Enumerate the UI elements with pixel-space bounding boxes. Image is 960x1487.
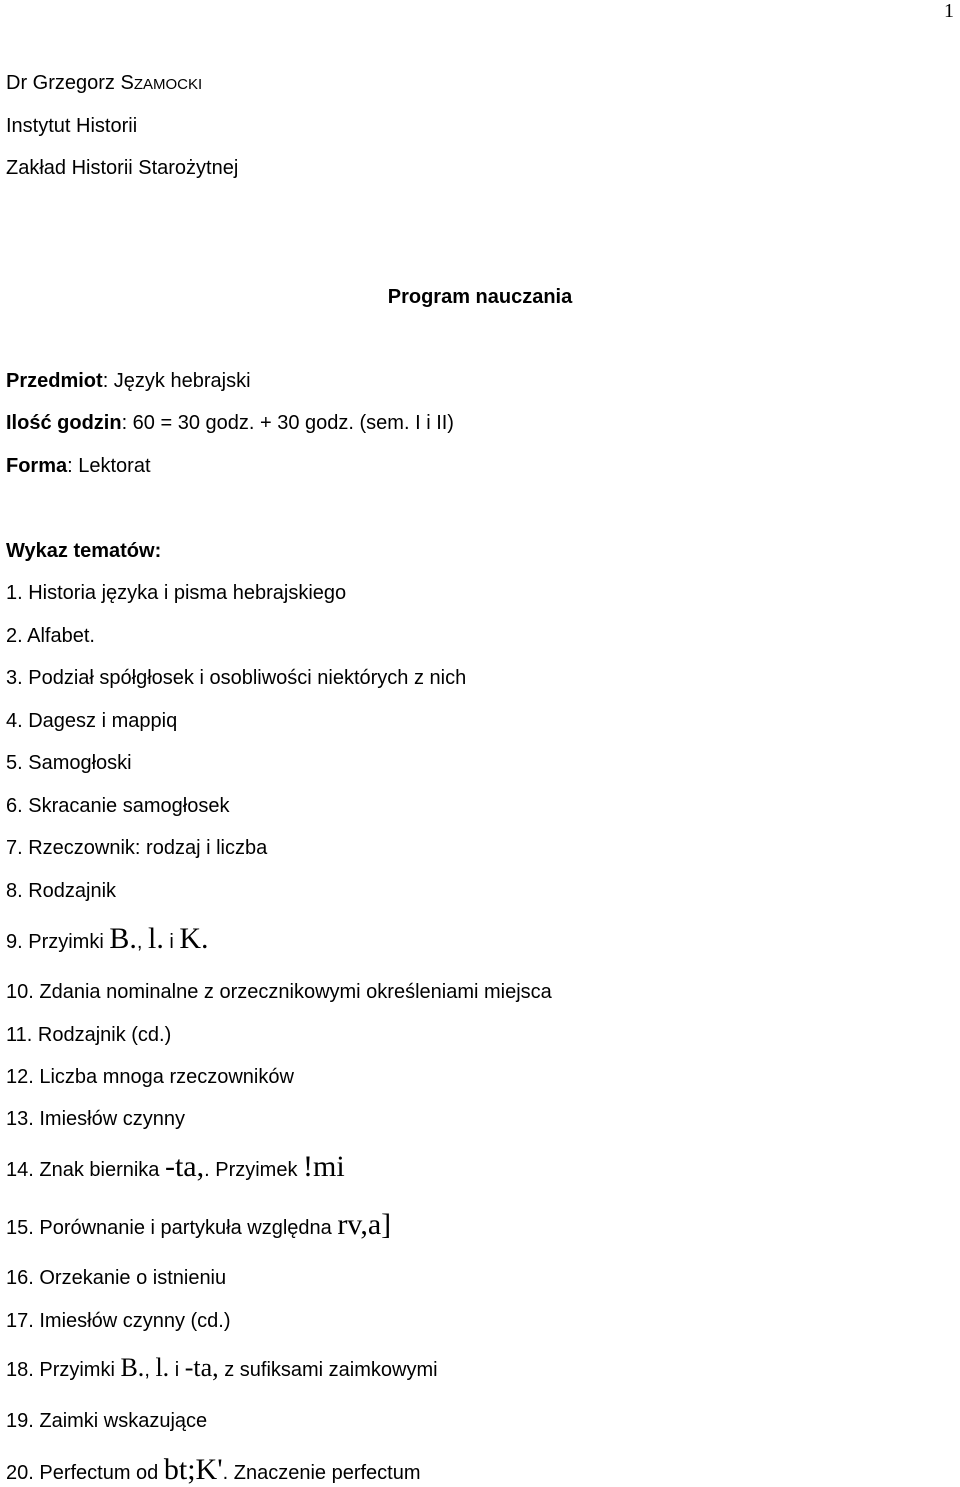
- hebrew-term: B.: [109, 922, 137, 955]
- topic-20-text-a: 20. Perfectum od: [6, 1462, 164, 1484]
- topic-9-text-b: ,: [136, 931, 148, 953]
- topic-4: 4. Dagesz i mappiq: [6, 710, 178, 732]
- topic-2: 2. Alfabet.: [6, 625, 95, 647]
- hebrew-term: -ta,: [184, 1353, 219, 1382]
- topic-20-text-b: . Znaczenie perfectum: [222, 1462, 421, 1484]
- topic-12: 12. Liczba mnoga rzeczowników: [6, 1066, 294, 1088]
- course-subject-value: : Język hebrajski: [102, 370, 251, 392]
- topic-18-text-a: 18. Przyimki: [6, 1359, 121, 1381]
- author-name-prefix: Dr Grzegorz S: [6, 72, 134, 94]
- topic-8: 8. Rodzajnik: [6, 880, 117, 902]
- topic-18-text-d: z sufiksami zaimkowymi: [218, 1359, 438, 1381]
- course-form-value: : Lektorat: [67, 455, 151, 477]
- course-subject-label: Przedmiot: [6, 370, 103, 392]
- author-name: [6, 73, 202, 93]
- course-form-label: Forma: [6, 455, 68, 477]
- course-hours-value: : 60 = 30 godz. + 30 godz. (sem. I i II): [121, 412, 454, 434]
- topic-18: [6, 1355, 438, 1381]
- hebrew-term: -ta,: [164, 1150, 205, 1183]
- author-institute: Instytut Historii: [6, 115, 138, 137]
- topic-15-text-a: 15. Porównanie i partykuła względna: [6, 1217, 338, 1239]
- document-title: Program nauczania: [387, 286, 573, 308]
- topic-3: 3. Podział spółgłosek i osobliwości niektórych z nich: [6, 667, 467, 689]
- topic-14-text-a: 14. Znak biernika: [6, 1159, 165, 1181]
- hebrew-term: l.: [155, 1353, 170, 1382]
- topic-5: 5. Samogłoski: [6, 752, 132, 774]
- hebrew-term: bt;K': [163, 1453, 223, 1486]
- topic-6: 6. Skracanie samogłosek: [6, 795, 230, 817]
- course-hours: [6, 413, 454, 433]
- topic-18-text-c: i: [169, 1359, 185, 1381]
- topic-7: 7. Rzeczownik: rodzaj i liczba: [6, 837, 268, 859]
- topic-9: [6, 924, 209, 954]
- hebrew-term: K.: [179, 922, 209, 955]
- course-hours-label: Ilość godzin: [6, 412, 122, 434]
- hebrew-term: rv,a]: [337, 1208, 392, 1241]
- course-form: [6, 456, 151, 476]
- topic-1: 1. Historia języka i pisma hebrajskiego: [6, 582, 347, 604]
- topic-9-text-a: 9. Przyimki: [6, 931, 110, 953]
- topic-16: 16. Orzekanie o istnieniu: [6, 1267, 227, 1289]
- topic-13: 13. Imiesłów czynny: [6, 1108, 185, 1130]
- topic-15: [6, 1210, 391, 1240]
- topic-14-text-b: . Przyimek: [204, 1159, 304, 1181]
- hebrew-term: !mi: [303, 1150, 345, 1183]
- hebrew-term: l.: [147, 922, 164, 955]
- author-surname: ZAMOCKI: [133, 76, 203, 93]
- topics-heading: Wykaz tematów:: [6, 540, 162, 562]
- topic-17: 17. Imiesłów czynny (cd.): [6, 1310, 231, 1332]
- hebrew-term: B.: [120, 1353, 145, 1382]
- topic-18-text-b: ,: [144, 1359, 156, 1381]
- topic-9-text-c: i: [163, 931, 180, 953]
- author-department: Zakład Historii Starożytnej: [6, 157, 239, 179]
- topic-19: 19. Zaimki wskazujące: [6, 1410, 208, 1432]
- topic-14: [6, 1152, 345, 1182]
- course-subject: [6, 371, 251, 391]
- topic-20: [6, 1455, 421, 1485]
- topic-10: 10. Zdania nominalne z orzecznikowymi określeniami miejsca: [6, 981, 552, 1003]
- topic-11: 11. Rodzajnik (cd.): [6, 1024, 172, 1046]
- page-number: 1: [944, 0, 954, 22]
